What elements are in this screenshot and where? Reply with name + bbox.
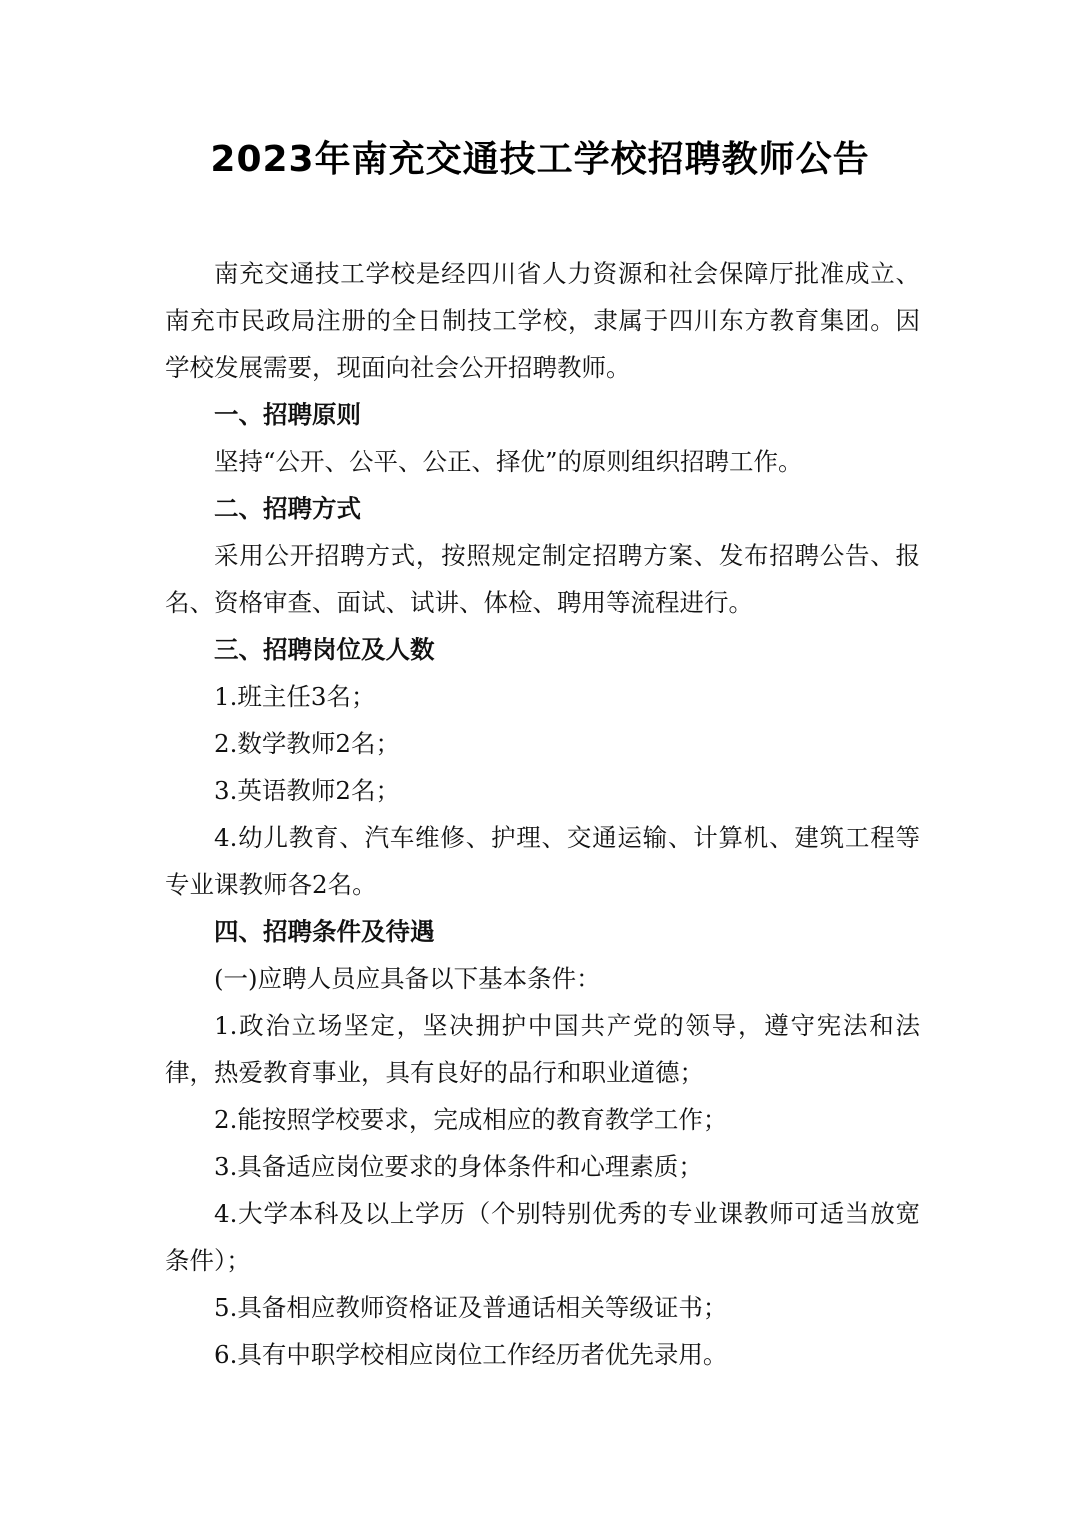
condition-item-political: 1.政治立场坚定，坚决拥护中国共产党的领导，遵守宪法和法律，热爱教育事业，具有良好的品行和职业道德；	[165, 1011, 920, 1087]
condition-item-duties: 2.能按照学校要求，完成相应的教育教学工作；	[214, 1105, 728, 1134]
condition-item-certificates: 5.具备相应教师资格证及普通话相关等级证书；	[214, 1293, 728, 1322]
position-item-homeroom-teacher: 1.班主任3名；	[214, 682, 376, 711]
section-heading-positions: 三、招聘岗位及人数	[214, 635, 435, 664]
document-body	[165, 250, 920, 1378]
position-item-math-teacher: 2.数学教师2名；	[214, 729, 400, 758]
position-item-professional-teachers: 4.幼儿教育、汽车维修、护理、交通运输、计算机、建筑工程等专业课教师各2名。	[165, 823, 920, 899]
section-heading-conditions: 四、招聘条件及待遇	[214, 917, 435, 946]
section-heading-method: 二、招聘方式	[214, 494, 361, 523]
condition-item-education: 4.大学本科及以上学历（个别特别优秀的专业课教师可适当放宽条件）；	[165, 1199, 920, 1275]
principle-paragraph: 坚持“公开、公平、公正、择优”的原则组织招聘工作。	[214, 447, 803, 476]
position-item-english-teacher: 3.英语教师2名；	[214, 776, 400, 805]
condition-item-health: 3.具备适应岗位要求的身体条件和心理素质；	[214, 1152, 703, 1181]
document-title: 2023年南充交通技工学校招聘教师公告	[210, 139, 870, 180]
section-heading-principle: 一、招聘原则	[214, 400, 361, 429]
condition-item-experience: 6.具有中职学校相应岗位工作经历者优先录用。	[214, 1340, 728, 1369]
subsection-heading-basic-conditions: (一)应聘人员应具备以下基本条件：	[214, 964, 601, 993]
method-paragraph: 采用公开招聘方式，按照规定制定招聘方案、发布招聘公告、报名、资格审查、面试、试讲、体检、聘用等流程进行。	[165, 541, 920, 617]
intro-paragraph: 南充交通技工学校是经四川省人力资源和社会保障厅批准成立、南充市民政局注册的全日制技工学校，隶属于四川东方教育集团。因学校发展需要，现面向社会公开招聘教师。	[165, 259, 920, 382]
